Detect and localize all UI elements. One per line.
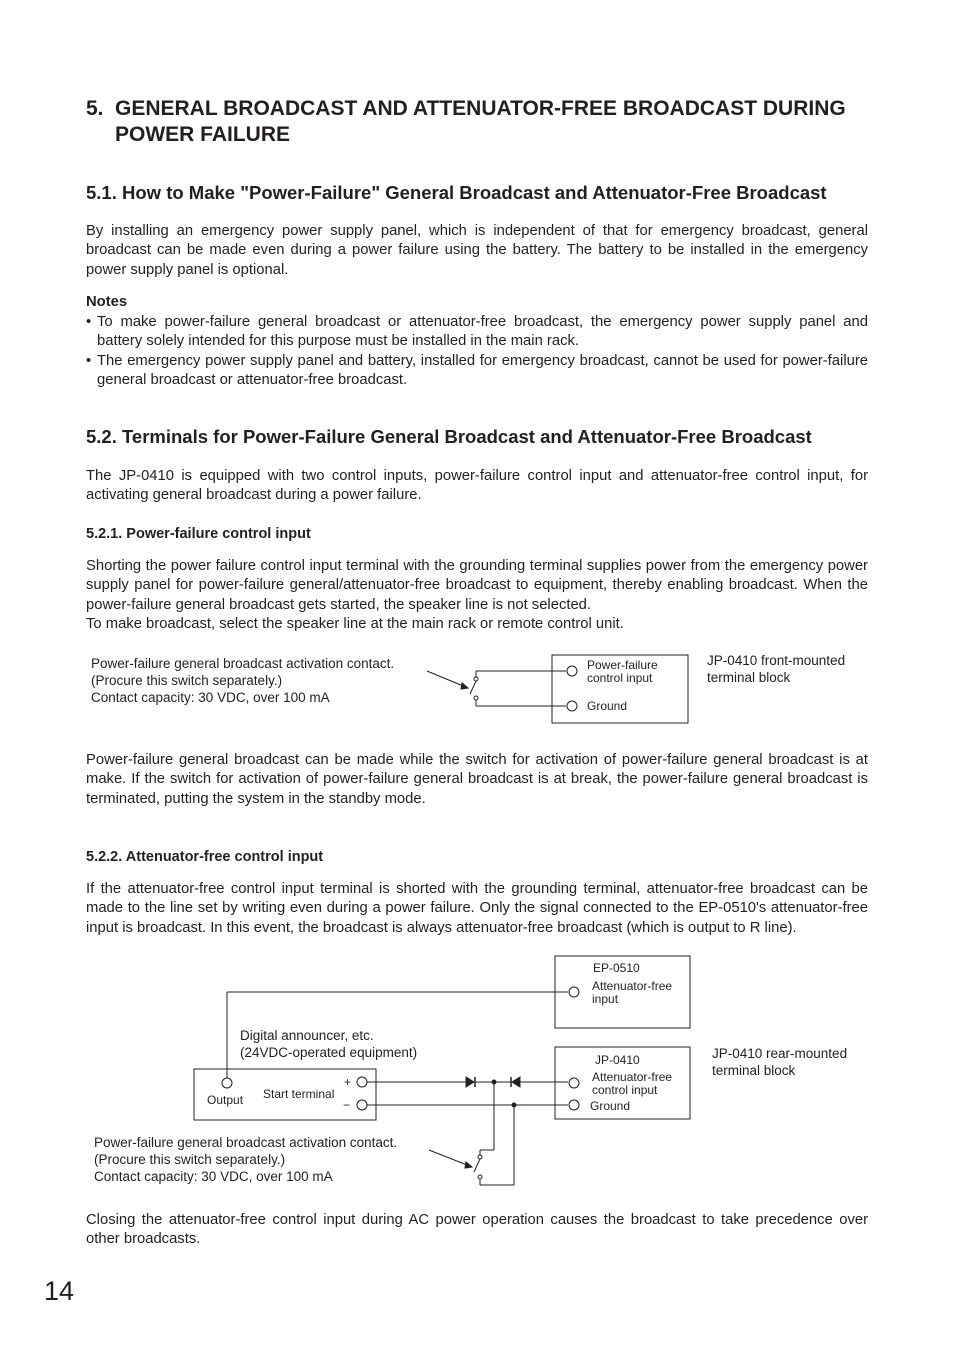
subsection-title-5-2-1: 5.2.1. Power-failure control input bbox=[86, 526, 311, 542]
terminal-label-line: control input bbox=[587, 670, 653, 685]
subsection-title-5-2-2: 5.2.2. Attenuator-free control input bbox=[86, 849, 324, 865]
minus-terminal-circle bbox=[357, 1100, 367, 1110]
diagram2-block-label bbox=[712, 1045, 847, 1079]
jp-input-label-line: Attenuator-free bbox=[592, 1070, 673, 1084]
announcer-label-line: Digital announcer, etc. bbox=[240, 1028, 374, 1043]
output-label: Output bbox=[207, 1093, 244, 1107]
ep-input-label-line: input bbox=[592, 991, 619, 1006]
jp-input-terminal-circle bbox=[569, 1078, 579, 1088]
ep0510-input-label bbox=[592, 980, 672, 1005]
subsection-title-5-2: 5.2. Terminals for Power-Failure General Broadcast and Attenuator-Free Broadcast bbox=[86, 426, 812, 447]
switch-contact-bottom bbox=[474, 696, 478, 700]
bullet-icon: • bbox=[86, 314, 92, 330]
jp0410-input-label bbox=[592, 1071, 672, 1096]
diode-right bbox=[512, 1077, 520, 1087]
terminal-screw-input bbox=[567, 666, 577, 676]
paragraph-5-2: The JP-0410 is equipped with two control inputs, power-failure control input and attenuator-free control input, for activating general broadcast during a power failure. bbox=[86, 468, 868, 504]
block-label-line: terminal block bbox=[707, 670, 791, 685]
paragraph-5-2-1: Shorting the power failure control input terminal with the grounding terminal supplies power from the emergency power supply panel for power-failure general/attenuator-free broadcast to equipment, thereby enabling broadcast. When the power-failure general broadcast gets started, the speaker line is not selected. bbox=[86, 558, 868, 613]
terminal-label-line: Power-failure bbox=[587, 658, 658, 672]
ep-input-label-line: Attenuator-free bbox=[592, 979, 673, 993]
subsection-title-5-1: 5.1. How to Make "Power-Failure" General Broadcast and Attenuator-Free Broadcast bbox=[86, 182, 827, 203]
contact-label-line: (Procure this switch separately.) bbox=[94, 1152, 286, 1167]
note-text: To make power-failure general broadcast or attenuator-free broadcast, the emergency power supply panel and battery solely intended for this purpose must be installed in the main rack. bbox=[97, 314, 868, 350]
jp0410-ground-label: Ground bbox=[590, 1099, 631, 1113]
switch-blade bbox=[470, 681, 476, 694]
diagram2-contact-label bbox=[94, 1134, 397, 1185]
switch-contact-top bbox=[474, 677, 478, 681]
start-terminal-label: Start terminal bbox=[263, 1087, 335, 1101]
contact-label-line: Contact capacity: 30 VDC, over 100 mA bbox=[91, 690, 330, 705]
ep0510-model-label: EP-0510 bbox=[593, 961, 640, 975]
note-text: The emergency power supply panel and battery, installed for emergency broadcast, cannot be used for power-failure general broadcast or attenuator-free broadcast. bbox=[97, 353, 868, 389]
section-title: GENERAL BROADCAST AND ATTENUATOR-FREE BROADCAST DURING POWER FAILURE bbox=[115, 97, 846, 146]
paragraph-5-2-1-b: To make broadcast, select the speaker line at the main rack or remote control unit. bbox=[86, 616, 624, 632]
jp-input-label-line: control input bbox=[592, 1082, 658, 1097]
announcer-label-line: (24VDC-operated equipment) bbox=[240, 1045, 418, 1060]
ep-input-terminal-circle bbox=[569, 987, 579, 997]
output-terminal-circle bbox=[222, 1078, 232, 1088]
bullet-icon: • bbox=[86, 353, 92, 369]
contact-leader-arrow bbox=[461, 683, 468, 689]
switch2-contact-top bbox=[478, 1155, 482, 1159]
terminal-screw-ground bbox=[567, 701, 577, 711]
block-label-line: JP-0410 front-mounted bbox=[707, 653, 846, 668]
contact-label-line: Contact capacity: 30 VDC, over 100 mA bbox=[94, 1169, 333, 1184]
contact2-leader-arrow bbox=[465, 1162, 472, 1168]
terminal-ground-label: Ground bbox=[587, 699, 628, 713]
diode-left bbox=[466, 1077, 474, 1087]
contact-label-line: Power-failure general broadcast activation contact. bbox=[94, 1135, 398, 1150]
plus-terminal-circle bbox=[357, 1077, 367, 1087]
paragraph-5-2-2: If the attenuator-free control input terminal is shorted with the grounding terminal, attenuator-free broadcast can be made to the line set by writing even during a power failure. Only the signal connected to the EP-0510's attenuator-free input is broadcast. In this event, the broadcast is always attenuator-free broadcast (which is output to R line). bbox=[86, 881, 868, 936]
announcer-label bbox=[240, 1027, 417, 1061]
page-number: 14 bbox=[44, 1276, 75, 1306]
jp-ground-terminal-circle bbox=[569, 1100, 579, 1110]
minus-label: − bbox=[343, 1098, 351, 1112]
contact-label-line: Power-failure general broadcast activation contact. bbox=[91, 656, 395, 671]
contact-label-line: (Procure this switch separately.) bbox=[91, 673, 283, 688]
paragraph-5-2-1-after: Power-failure general broadcast can be made while the switch for activation of power-failure general broadcast is at make. If the switch for activation of power-failure general broadcast is at break, the power-failure general broadcast is terminated, putting the system in the standby mode. bbox=[86, 752, 868, 807]
front-terminal-block-box bbox=[552, 655, 688, 723]
section-number: 5. bbox=[86, 97, 104, 120]
paragraph-5-1: By installing an emergency power supply panel, which is independent of that for emergency broadcast, general broadcast can be made even during a power failure using the battery. The battery to be installed in the emergency power supply panel is optional. bbox=[86, 223, 868, 278]
jp0410-model-label: JP-0410 bbox=[595, 1053, 640, 1067]
switch2-contact-bottom bbox=[478, 1175, 482, 1179]
block-label-line: JP-0410 rear-mounted bbox=[712, 1046, 848, 1061]
plus-label: + bbox=[344, 1075, 352, 1089]
paragraph-5-2-2-after: Closing the attenuator-free control input during AC power operation causes the broadcast to take precedence over other broadcasts. bbox=[86, 1212, 868, 1248]
notes-title: Notes bbox=[86, 294, 128, 310]
switch2-blade bbox=[474, 1159, 480, 1172]
diagram1-wiring bbox=[427, 655, 688, 723]
block-label-line: terminal block bbox=[712, 1063, 796, 1078]
